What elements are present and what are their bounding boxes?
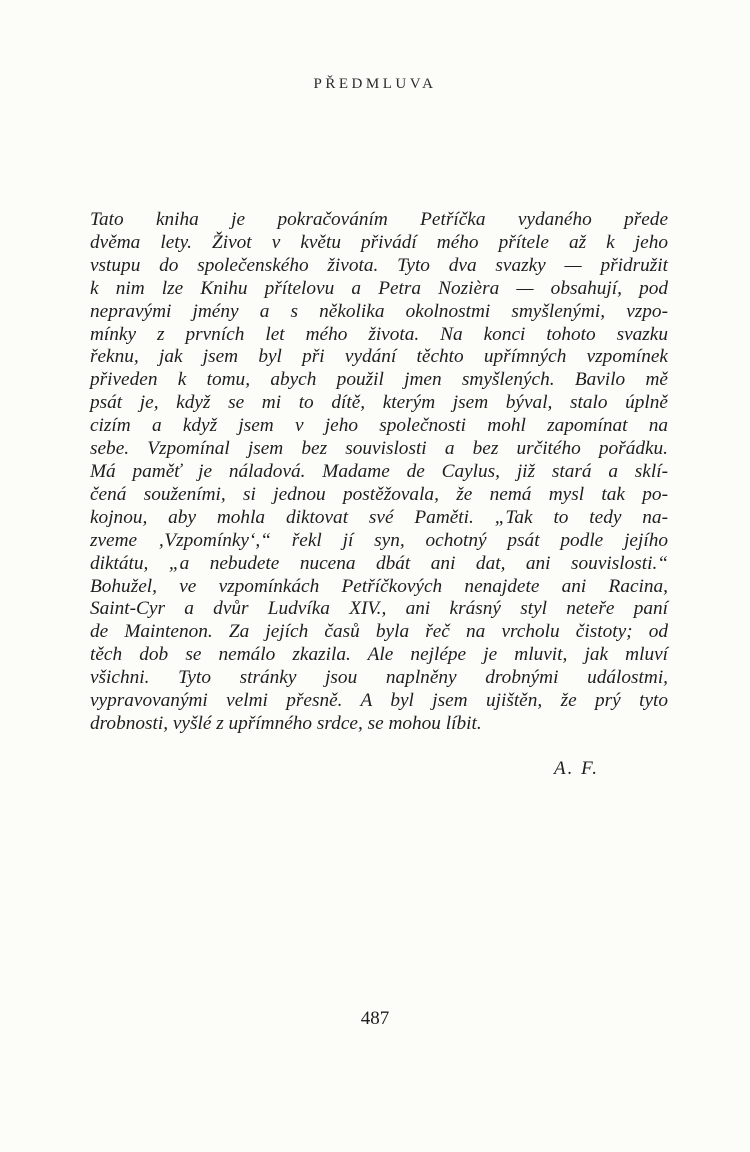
text-line: de Maintenon. Za jejích časů byla řeč na vrcholu čistoty; od bbox=[90, 621, 668, 643]
text-line: těch dob se nemálo zkazila. Ale nejlépe je mluvit, jak mluví bbox=[90, 644, 668, 666]
text-line: všichni. Tyto stránky jsou naplněny drobnými událostmi, bbox=[90, 667, 668, 689]
page-number: 487 bbox=[360, 1008, 390, 1029]
text-line: kojnou, aby mohla diktovat své Paměti. „Tak to tedy na- bbox=[90, 506, 668, 528]
text-line: psát je, když se mi to dítě, kterým jsem býval, stalo úplně bbox=[90, 392, 668, 414]
text-line: mínky z prvních let mého života. Na konci tohoto svazku bbox=[90, 323, 668, 345]
text-line: sebe. Vzpomínal jsem bez souvislosti a bez určitého pořádku. bbox=[90, 438, 668, 460]
text-line: dvěma lety. Život v květu přivádí mého přítele až k jeho bbox=[90, 231, 668, 253]
text-line: cizím a když jsem v jeho společnosti mohl zapomínat na bbox=[90, 415, 668, 437]
text-line: čená souženími, si jednou postěžovala, že nemá mysl tak po- bbox=[90, 483, 668, 505]
text-line: Saint-Cyr a dvůr Ludvíka XIV., ani krásný styl neteře paní bbox=[90, 598, 668, 620]
text-line: Má paměť je náladová. Madame de Caylus, již stará a sklí- bbox=[90, 460, 668, 482]
text-line: zveme ‚Vzpomínky‘,“ řekl jí syn, ochotný psát podle jejího bbox=[90, 529, 668, 551]
chapter-heading: PŘEDMLUVA bbox=[313, 76, 437, 92]
text-line: diktátu, „a nebudete nucena dbát ani dat, ani souvislosti.“ bbox=[90, 552, 668, 574]
text-line: drobnosti, vyšlé z upřímného srdce, se mohou líbit. bbox=[90, 712, 482, 734]
text-line: vypravovanými velmi přesně. A byl jsem ujištěn, že prý tyto bbox=[90, 690, 668, 712]
text-line: Tato kniha je pokračováním Petříčka vydaného přede bbox=[90, 209, 668, 230]
text-line: nepravými jmény a s několika okolnostmi smyšlenými, vzpo- bbox=[90, 300, 668, 322]
text-line: řeknu, jak jsem byl při vydání těchto upřímných vzpomínek bbox=[90, 346, 668, 368]
author-signature: A. F. bbox=[554, 758, 600, 779]
text-line: přiveden k tomu, abych použil jmen smyšlených. Bavilo mě bbox=[90, 369, 668, 391]
text-line: Bohužel, ve vzpomínkách Petříčkových nenajdete ani Racina, bbox=[90, 575, 668, 597]
text-line: vstupu do společenského života. Tyto dva svazky — přidružit bbox=[90, 254, 668, 276]
text-line: k nim lze Knihu přítelovu a Petra Nozièra — obsahují, pod bbox=[90, 277, 668, 299]
preface-text bbox=[90, 209, 668, 736]
